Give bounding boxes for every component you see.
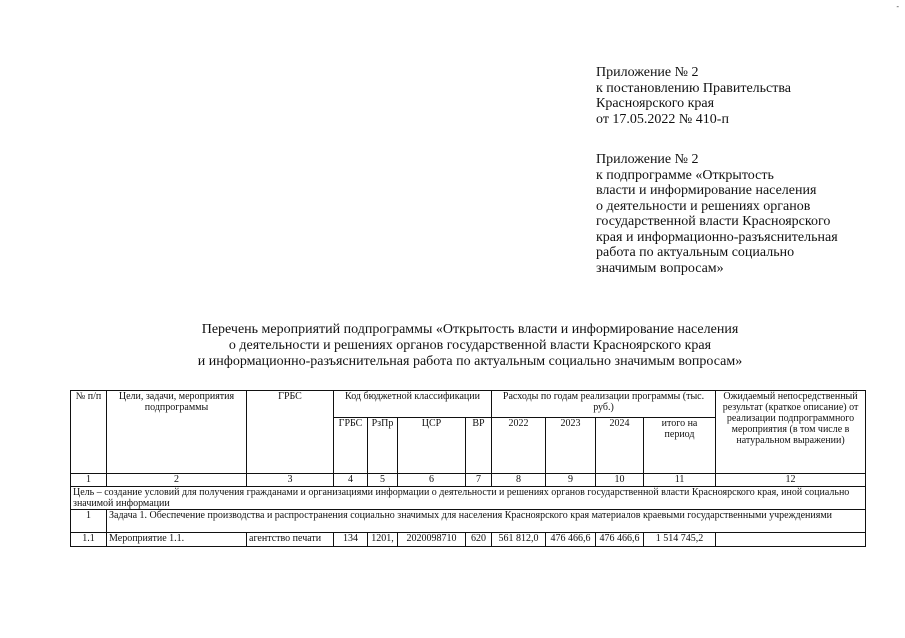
header-expenses: Расходы по годам реализации программы (тыс. руб.) [492,391,716,418]
annex1-line: от 17.05.2022 № 410-п [596,111,729,127]
column-number: 2 [107,474,247,487]
activity-2024: 476 466,6 [596,533,644,547]
activity-2023: 476 466,6 [546,533,596,547]
subheader-csr: ЦСР [398,418,466,474]
subheader-grbs: ГРБС [334,418,368,474]
annex1-line: Приложение № 2 [596,65,699,80]
table-header-row [71,391,866,418]
annex1-line: Красноярского края [596,96,715,111]
header-goals: Цели, задачи, мероприятия подпрограммы [107,391,247,474]
annex2-line: края и информационно-разъяснительная [596,229,838,245]
title-line: и информационно-разъяснительная работа по актуальным социально значимым вопросам» [197,354,743,369]
column-number: 3 [247,474,334,487]
annex-header-resolution [596,65,791,127]
column-number: 8 [492,474,546,487]
column-number: 11 [644,474,716,487]
annex2-line: работа по актуальным социально [596,245,795,260]
activity-num: 1.1 [71,533,107,547]
header-grbs: ГРБС [247,391,334,474]
column-number: 7 [466,474,492,487]
subheader-rzpr: РзПр [368,418,398,474]
header-num: № п/п [71,391,107,474]
column-number: 4 [334,474,368,487]
annex2-line: к подпрограмме «Открытость [596,167,774,183]
annex2-line: значимым вопросам» [596,260,724,276]
goal-text: Цель – создание условий для получения гражданами и организациями информации о деятельности и решениях органов государственной власти Красноярского края, иной социально значимой информации [71,487,866,510]
column-numbers-row [71,474,866,487]
table-row [71,533,866,547]
task-num: 1 [71,510,107,533]
column-number: 12 [716,474,866,487]
activity-2022: 561 812,0 [492,533,546,547]
task-row [71,510,866,533]
scan-mark: - [896,2,899,11]
title-line: о деятельности и решениях органов государственной власти Красноярского края [228,338,712,353]
subheader-2023: 2023 [546,418,596,474]
header-result: Ожидаемый непосредственный результат (краткое описание) от реализации подпрограммного мероприятия (в том числе в натуральном выражении) [716,391,866,474]
subheader-2022: 2022 [492,418,546,474]
title-line: Перечень мероприятий подпрограммы «Открытость власти и информирование населения [201,322,739,337]
column-number: 1 [71,474,107,487]
activity-vr: 620 [466,533,492,547]
goal-row [71,487,866,510]
activity-rzpr: 1201, [368,533,398,547]
subheader-total: итого на период [644,418,716,474]
activity-grbs-name: агентство печати [247,533,334,547]
document-title [150,322,790,370]
activity-total: 1 514 745,2 [644,533,716,547]
activity-csr: 2020098710 [398,533,466,547]
activity-result [716,533,866,547]
column-number: 6 [398,474,466,487]
column-number: 10 [596,474,644,487]
subheader-vr: ВР [466,418,492,474]
task-text: Задача 1. Обеспечение производства и распространения социально значимых для населения Красноярского края материалов краевыми государственными учреждениями [107,510,866,533]
annex2-line: о деятельности и решениях органов [596,198,811,214]
subheader-2024: 2024 [596,418,644,474]
header-budget-code: Код бюджетной классификации [334,391,492,418]
annex-header-subprogram [596,152,838,276]
annex2-line: власти и информирование населения [596,183,817,198]
activity-grbs: 134 [334,533,368,547]
annex2-line: Приложение № 2 [596,152,699,167]
activities-table [70,390,866,547]
annex1-line: к постановлению Правительства [596,80,792,96]
activity-name: Мероприятие 1.1. [107,533,247,547]
column-number: 9 [546,474,596,487]
column-number: 5 [368,474,398,487]
annex2-line: государственной власти Красноярского [596,214,831,229]
